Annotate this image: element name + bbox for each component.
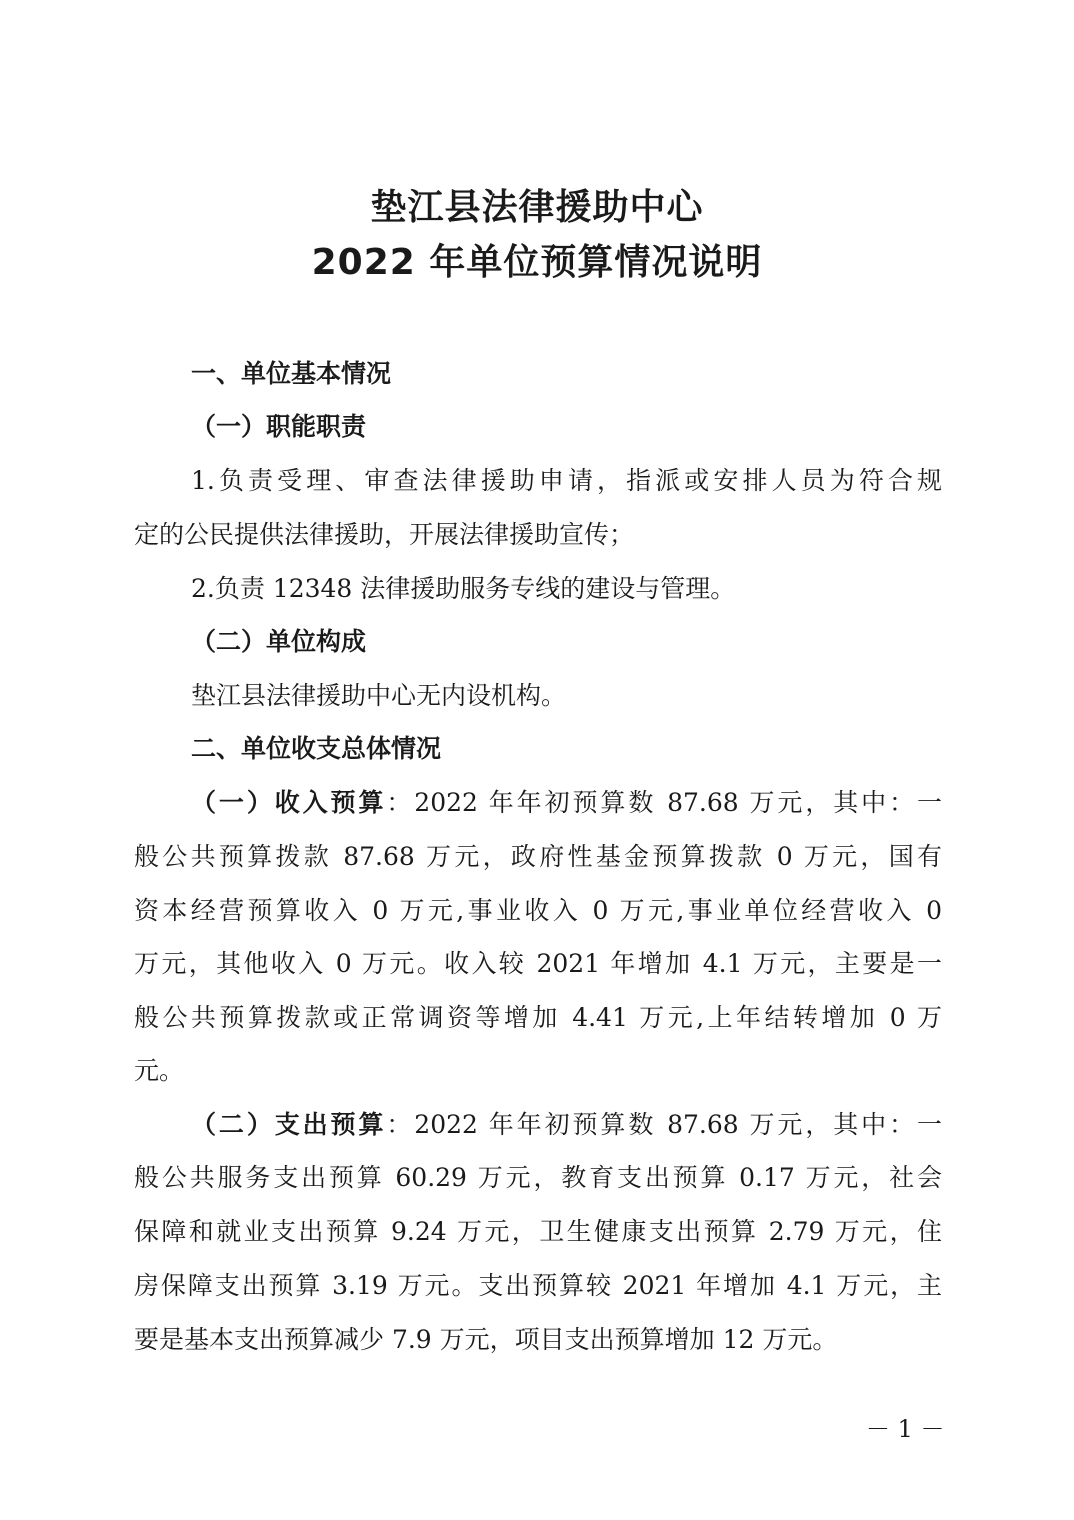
document-title-line2: 2022 年单位预算情况说明 [311, 242, 763, 283]
income-paragraph-line3: 资本经营预算收入 0 万元,事业收入 0 万元,事业单位经营收入 0 [134, 896, 942, 925]
expense-paragraph-line4: 房保障支出预算 3.19 万元。支出预算较 2021 年增加 4.1 万元，主 [134, 1271, 942, 1300]
expense-lead: （二）支出预算 [191, 1110, 387, 1139]
page-number: － 1 － [866, 1415, 945, 1443]
section1-sub1-heading: （一）职能职责 [191, 412, 367, 441]
duty-item1-line1: 1.负责受理、审查法律援助申请，指派或安排人员为符合规 [191, 466, 942, 495]
duty-item2: 2.负责 12348 法律援助服务专线的建设与管理。 [191, 574, 736, 603]
section1-sub2-heading: （二）单位构成 [191, 627, 367, 656]
expense-line1-text: ：2022 年年初预算数 87.68 万元，其中：一 [386, 1110, 942, 1139]
document-title-line1: 垫江县法律援助中心 [370, 187, 704, 228]
expense-paragraph-line5: 要是基本支出预算减少 7.9 万元，项目支出预算增加 12 万元。 [134, 1325, 838, 1354]
expense-paragraph-line3: 保障和就业支出预算 9.24 万元，卫生健康支出预算 2.79 万元，住 [134, 1217, 942, 1246]
expense-paragraph-line2: 般公共服务支出预算 60.29 万元，教育支出预算 0.17 万元，社会 [134, 1163, 942, 1192]
income-line1-text: ：2022 年年初预算数 87.68 万元，其中：一 [386, 788, 942, 817]
section2-heading: 二、单位收支总体情况 [191, 734, 442, 763]
income-paragraph-line4: 万元，其他收入 0 万元。收入较 2021 年增加 4.1 万元，主要是一 [134, 949, 942, 978]
income-paragraph-line1 [191, 785, 942, 821]
duty-item1-line2: 定的公民提供法律援助，开展法律援助宣传； [134, 520, 635, 549]
expense-paragraph-line1 [191, 1107, 942, 1143]
unit-composition-text: 垫江县法律援助中心无内设机构。 [191, 681, 567, 710]
income-paragraph-line6: 元。 [134, 1056, 185, 1085]
income-lead: （一）收入预算 [191, 788, 387, 817]
section1-heading: 一、单位基本情况 [191, 359, 392, 388]
income-paragraph-line2: 般公共预算拨款 87.68 万元，政府性基金预算拨款 0 万元，国有 [134, 842, 942, 871]
income-paragraph-line5: 般公共预算拨款或正常调资等增加 4.41 万元,上年结转增加 0 万 [134, 1003, 942, 1032]
